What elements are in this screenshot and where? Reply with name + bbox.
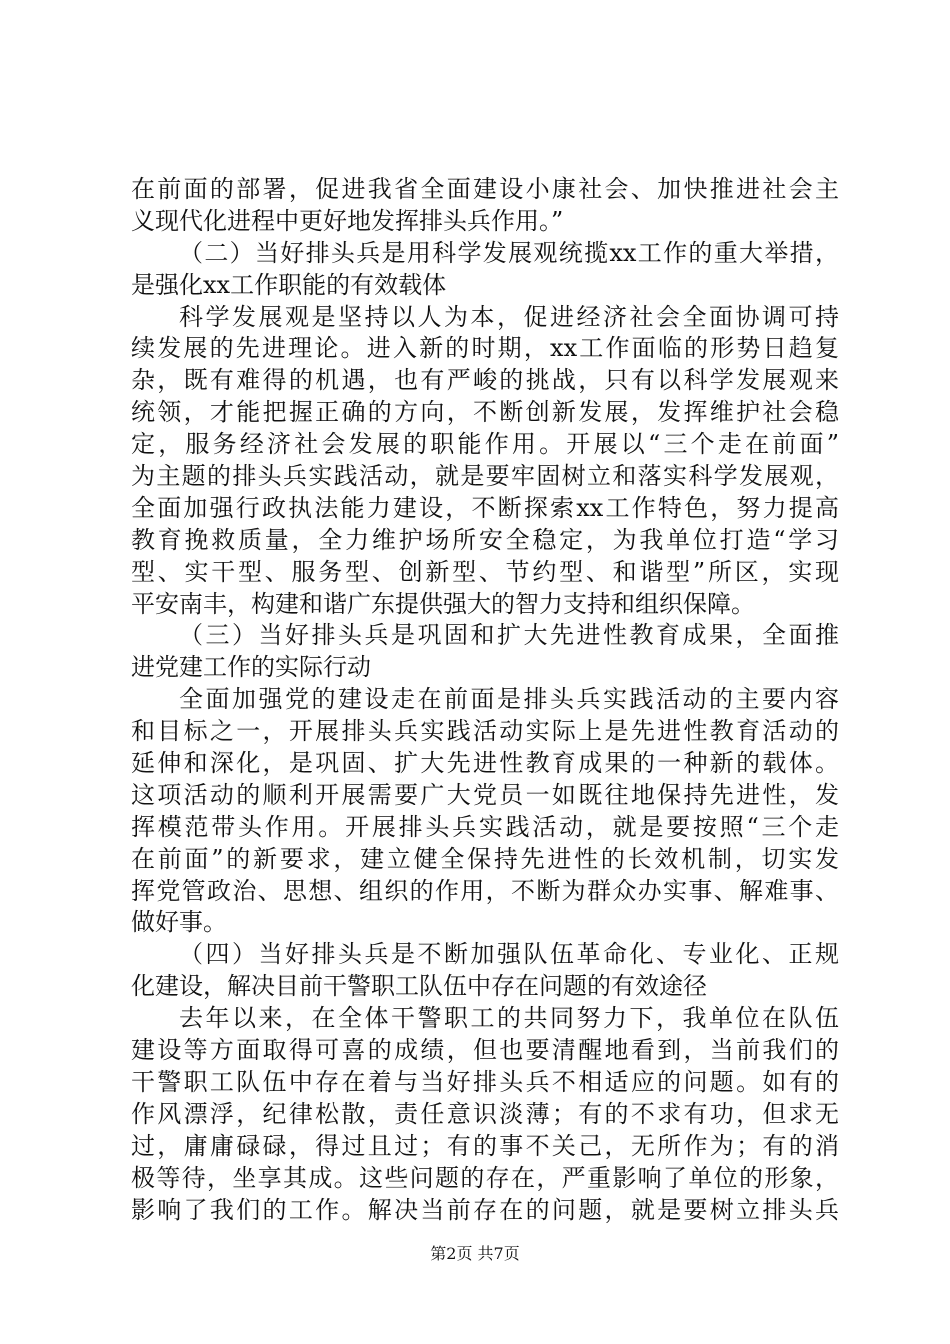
text-line: 续发展的先进理论。进入新的时期，xx工作面临的形势日趋复 [131,334,839,363]
text-line: 义现代化进程中更好地发挥排头兵作用。” [131,206,564,235]
text-line: 科学发展观是坚持以人为本，促进经济社会全面协调可持 [179,302,839,331]
text-line: 全面加强行政执法能力建设，不断探索xx工作特色，努力提高 [131,493,839,522]
text-line: 型、实干型、服务型、创新型、节约型、和谐型”所区，实现 [131,557,839,586]
document-body [131,174,839,1226]
text-line: 化建设，解决目前干警职工队伍中存在问题的有效途径 [131,972,707,1001]
text-line: 定，服务经济社会发展的职能作用。开展以“三个走在前面” [131,430,839,459]
text-line: 是强化xx工作职能的有效载体 [131,270,447,299]
text-line: 在前面”的新要求，建立健全保持先进性的长效机制，切实发 [131,844,839,873]
page-number-footer: 第2页 共7页 [430,1244,520,1263]
text-line: 去年以来，在全体干警职工的共同努力下，我单位在队伍 [179,1004,839,1033]
text-line: （四）当好排头兵是不断加强队伍革命化、专业化、正规 [179,940,839,969]
text-line: 在前面的部署，促进我省全面建设小康社会、加快推进社会主 [131,175,839,203]
text-line: 过，庸庸碌碌，得过且过；有的事不关己，无所作为；有的消 [131,1131,839,1160]
text-line: 作风漂浮，纪律松散，责任意识淡薄；有的不求有功，但求无 [131,1099,839,1128]
text-line: 挥模范带头作用。开展排头兵实践活动，就是要按照“三个走 [131,812,839,841]
text-line: 极等待，坐享其成。这些问题的存在，严重影响了单位的形象， [131,1163,839,1192]
text-line: 做好事。 [131,908,227,937]
text-line: 这项活动的顺利开展需要广大党员一如既往地保持先进性，发 [131,780,839,809]
text-line: 平安南丰，构建和谐广东提供强大的智力支持和组织保障。 [131,589,755,618]
text-line: 挥党管政治、思想、组织的作用，不断为群众办实事、解难事、 [131,876,839,905]
text-line: 教育挽救质量，全力维护场所安全稳定，为我单位打造“学习 [131,525,839,554]
text-line: 干警职工队伍中存在着与当好排头兵不相适应的问题。如有的 [131,1067,839,1096]
text-line: 影响了我们的工作。解决当前存在的问题，就是要树立排头兵 [131,1195,839,1224]
text-line: 和目标之一，开展排头兵实践活动实际上是先进性教育活动的 [131,717,839,746]
text-line: 为主题的排头兵实践活动，就是要牢固树立和落实科学发展观， [131,462,839,491]
text-line: （三）当好排头兵是巩固和扩大先进性教育成果，全面推 [179,621,839,650]
text-line: 延伸和深化，是巩固、扩大先进性教育成果的一种新的载体。 [131,749,839,778]
text-line: （二）当好排头兵是用科学发展观统揽xx工作的重大举措， [179,238,839,267]
text-line: 全面加强党的建设走在前面是排头兵实践活动的主要内容 [179,685,839,714]
text-line: 杂，既有难得的机遇，也有严峻的挑战，只有以科学发展观来 [131,366,839,395]
text-line: 建设等方面取得可喜的成绩，但也要清醒地看到，当前我们的 [131,1036,839,1065]
text-line: 统领，才能把握正确的方向，不断创新发展，发挥维护社会稳 [131,398,839,427]
text-line: 进党建工作的实际行动 [131,653,371,682]
